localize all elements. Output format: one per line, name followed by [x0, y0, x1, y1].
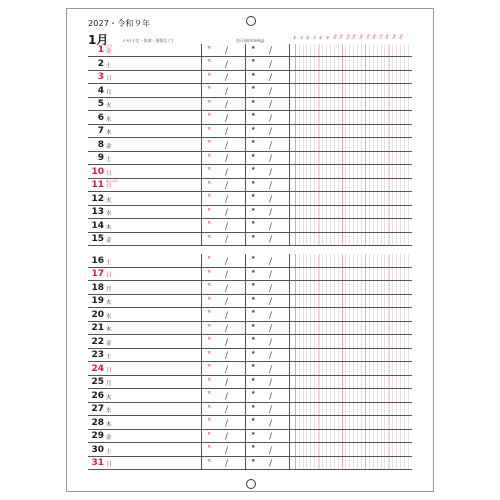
- day-row[interactable]: [88, 125, 412, 138]
- scale-tick-label: 60: [305, 35, 311, 40]
- weekday-label: 月: [106, 381, 112, 387]
- morning-mark: ×: [207, 403, 212, 410]
- bp-slash: /: [225, 378, 229, 388]
- day-row[interactable]: [88, 335, 412, 349]
- weekday-label: 木: [106, 224, 112, 231]
- bp-slash: /: [269, 283, 273, 294]
- day-row[interactable]: [88, 322, 412, 336]
- day-number: 5: [97, 99, 104, 110]
- day-row[interactable]: [88, 192, 412, 205]
- weekday-label: 木: [106, 327, 112, 333]
- year-label: 2027・令和９年: [88, 19, 151, 28]
- morning-mark: ×: [207, 179, 212, 186]
- bp-slash: /: [225, 283, 229, 294]
- bp-slash: /: [269, 459, 273, 469]
- day-number: 14: [91, 220, 104, 231]
- bp-slash: /: [225, 351, 229, 361]
- morning-mark: ×: [207, 309, 212, 315]
- bp-slash: /: [225, 235, 229, 246]
- bp-slash: /: [269, 113, 273, 124]
- day-row[interactable]: [88, 138, 412, 151]
- evening-mark: ★: [251, 295, 256, 302]
- bp-slash: /: [225, 100, 229, 111]
- day-row[interactable]: [88, 57, 412, 70]
- scale-tick-label: 200: [397, 33, 404, 40]
- bp-slash: /: [225, 208, 229, 219]
- bp-slash: /: [225, 256, 229, 267]
- bp-slash: /: [269, 208, 273, 219]
- bp-slash: /: [269, 167, 273, 178]
- evening-mark: ★: [251, 282, 256, 288]
- bp-slash: /: [269, 221, 273, 232]
- holiday-name: 成人の日: [106, 178, 119, 183]
- evening-mark: ★: [251, 71, 256, 78]
- weekday-label: 土: [106, 62, 112, 69]
- evening-mark: ★: [251, 152, 256, 159]
- bp-slash: /: [225, 405, 229, 415]
- punch-hole-bottom: [246, 479, 256, 489]
- weekday-label: 日: [106, 170, 112, 177]
- scale-tick-label: 110: [338, 33, 345, 40]
- day-number: 26: [91, 390, 104, 401]
- bp-slash: /: [225, 337, 229, 348]
- weekday-label: 金: [106, 49, 112, 56]
- evening-mark: ★: [251, 255, 256, 261]
- bp-slash: /: [269, 445, 273, 456]
- bp-slash: /: [269, 310, 273, 321]
- day-number: 29: [91, 431, 104, 441]
- bp-slash: /: [269, 405, 273, 415]
- evening-mark: ★: [251, 179, 256, 186]
- day-number: 12: [91, 193, 104, 204]
- day-number: 15: [91, 234, 104, 245]
- evening-mark: ★: [251, 430, 256, 437]
- bp-slash: /: [225, 297, 229, 307]
- bp-slash: /: [269, 418, 273, 429]
- weekday-label: 土: [106, 354, 112, 360]
- day-number: 1: [97, 45, 104, 56]
- bp-slash: /: [225, 167, 229, 178]
- day-number: 31: [91, 458, 104, 468]
- scale-tick-label: 160: [371, 33, 378, 40]
- memo-column-header: メモ(予定・体調・運動など): [122, 38, 174, 43]
- day-row[interactable]: [88, 268, 412, 282]
- scale-tick-label: 70: [312, 35, 318, 40]
- evening-mark: ★: [251, 268, 256, 275]
- day-row[interactable]: [88, 98, 412, 111]
- scale-tick-label: 130: [351, 33, 358, 40]
- bp-slash: /: [269, 181, 273, 192]
- bp-slash: /: [225, 391, 229, 402]
- morning-mark: ×: [207, 45, 212, 51]
- morning-mark: ×: [207, 430, 212, 437]
- weekday-label: 木: [106, 130, 112, 137]
- day-row[interactable]: [88, 165, 412, 178]
- bp-slash: /: [225, 181, 229, 192]
- day-row[interactable]: [88, 349, 412, 363]
- weekday-label: 日: [106, 367, 112, 374]
- bp-slash: /: [225, 270, 229, 280]
- day-number: 2: [97, 58, 104, 69]
- day-number: 16: [91, 255, 104, 266]
- day-row[interactable]: [88, 376, 412, 390]
- weekday-label: 日: [106, 273, 112, 279]
- weekday-label: 木: [106, 421, 112, 428]
- morning-mark: ×: [207, 166, 212, 173]
- holiday-name: 元日: [106, 44, 113, 48]
- day-row[interactable]: [88, 152, 412, 165]
- day-row[interactable]: [88, 254, 412, 268]
- day-number: 27: [91, 404, 104, 414]
- weekday-label: 土: [106, 259, 112, 266]
- morning-mark: ×: [207, 268, 212, 275]
- bp-slash: /: [225, 432, 229, 442]
- blood-pressure-column-header: 血圧値(mmHg): [236, 38, 265, 43]
- morning-mark: ×: [207, 58, 212, 65]
- morning-mark: ×: [207, 152, 212, 159]
- morning-mark: ×: [207, 85, 212, 92]
- morning-mark: ×: [207, 417, 212, 423]
- bp-slash: /: [225, 459, 229, 469]
- evening-mark: ★: [251, 444, 256, 450]
- day-row[interactable]: [88, 233, 412, 246]
- weekday-label: 火: [106, 197, 112, 204]
- day-number: 7: [97, 126, 104, 137]
- evening-mark: ★: [251, 193, 256, 200]
- evening-mark: ★: [251, 349, 256, 356]
- weekday-label: 月: [106, 286, 112, 293]
- evening-mark: ★: [251, 390, 256, 396]
- evening-mark: ★: [251, 403, 256, 410]
- bp-slash: /: [225, 310, 229, 321]
- morning-mark: ×: [207, 112, 212, 119]
- day-number: 18: [91, 282, 104, 293]
- scale-tick-label: 100: [331, 33, 338, 40]
- day-row[interactable]: [88, 219, 412, 232]
- bp-slash: /: [269, 364, 273, 375]
- weekday-label: 水: [106, 116, 112, 123]
- bp-slash: /: [269, 432, 273, 442]
- bp-slash: /: [225, 73, 229, 84]
- scale-tick-label: 170: [378, 33, 384, 40]
- day-row[interactable]: [88, 84, 412, 97]
- weekday-label: 金: [106, 340, 112, 347]
- morning-mark: ×: [207, 98, 212, 105]
- bp-slash: /: [225, 418, 229, 429]
- morning-mark: ×: [207, 193, 212, 200]
- morning-mark: ×: [207, 444, 212, 450]
- day-number: 21: [91, 323, 104, 333]
- day-number: 13: [91, 207, 104, 218]
- scale-tick-label: 180: [384, 33, 391, 40]
- evening-mark: ★: [251, 85, 256, 92]
- morning-mark: ×: [207, 282, 212, 288]
- bp-slash: /: [269, 324, 273, 334]
- day-number: 28: [91, 417, 104, 428]
- morning-mark: ×: [207, 206, 212, 213]
- bp-slash: /: [269, 391, 273, 402]
- day-row[interactable]: [88, 416, 412, 430]
- morning-mark: ×: [207, 295, 212, 302]
- morning-mark: ×: [207, 390, 212, 396]
- scale-tick-label: 80: [318, 35, 324, 40]
- weekday-label: 金: [106, 435, 112, 441]
- day-number: 6: [97, 112, 104, 123]
- bp-slash: /: [225, 113, 229, 124]
- bp-slash: /: [269, 351, 273, 361]
- day-number: 11: [91, 180, 104, 191]
- morning-mark: ×: [207, 125, 212, 132]
- first-half-table: [88, 44, 412, 246]
- bp-slash: /: [225, 154, 229, 165]
- weekday-label: 火: [106, 394, 112, 401]
- bp-slash: /: [225, 46, 229, 57]
- morning-mark: ×: [207, 336, 212, 342]
- morning-mark: ×: [207, 220, 212, 227]
- morning-mark: ×: [207, 322, 212, 329]
- day-row[interactable]: [88, 71, 412, 84]
- bp-slash: /: [269, 140, 273, 151]
- second-half-table: [88, 254, 412, 470]
- weekday-label: 金: [106, 143, 112, 150]
- day-row[interactable]: [88, 44, 412, 57]
- evening-mark: ★: [251, 206, 256, 213]
- bp-slash: /: [269, 235, 273, 246]
- day-number: 9: [97, 153, 104, 164]
- day-number: 4: [97, 85, 104, 96]
- weekday-label: 日: [106, 76, 112, 83]
- evening-mark: ★: [251, 322, 256, 329]
- evening-mark: ★: [251, 233, 256, 240]
- bp-slash: /: [269, 337, 273, 348]
- bp-slash: /: [225, 59, 229, 70]
- bp-slash: /: [225, 127, 229, 138]
- bp-slash: /: [269, 46, 273, 57]
- day-row[interactable]: [88, 281, 412, 295]
- bp-slash: /: [269, 297, 273, 307]
- evening-mark: ★: [251, 45, 256, 51]
- day-number: 25: [91, 377, 104, 387]
- bp-slash: /: [269, 154, 273, 165]
- evening-mark: ★: [251, 166, 256, 173]
- evening-mark: ★: [251, 336, 256, 342]
- day-row[interactable]: [88, 206, 412, 219]
- day-number: 10: [91, 166, 104, 177]
- bp-slash: /: [269, 86, 273, 97]
- bp-slash: /: [225, 194, 229, 205]
- day-number: 30: [91, 444, 104, 455]
- bp-slash: /: [225, 445, 229, 456]
- weekday-label: 金: [106, 238, 112, 245]
- weekday-label: 日: [106, 462, 112, 468]
- scale-tick-label: 90: [325, 35, 331, 40]
- scale-tick-label: 50: [298, 35, 304, 40]
- weekday-label: 月: [106, 89, 112, 96]
- weekday-label: 土: [106, 157, 112, 164]
- weekday-label: 土: [106, 448, 112, 455]
- day-row[interactable]: [88, 389, 412, 403]
- morning-mark: ×: [207, 233, 212, 240]
- bp-slash: /: [269, 127, 273, 138]
- weekday-label: 水: [106, 408, 112, 414]
- morning-mark: ×: [207, 139, 212, 146]
- weekday-label: 月: [106, 184, 112, 191]
- bp-slash: /: [225, 140, 229, 151]
- evening-mark: ★: [251, 376, 256, 383]
- evening-mark: ★: [251, 139, 256, 146]
- bp-slash: /: [269, 194, 273, 205]
- day-row[interactable]: [88, 430, 412, 444]
- morning-mark: ×: [207, 255, 212, 261]
- day-row[interactable]: [88, 295, 412, 309]
- bp-slash: /: [269, 270, 273, 280]
- bp-slash: /: [269, 378, 273, 388]
- day-number: 19: [91, 296, 104, 306]
- bp-slash: /: [269, 100, 273, 111]
- morning-mark: ×: [207, 71, 212, 78]
- bp-slash: /: [225, 221, 229, 232]
- scale-tick-label: 140: [358, 33, 364, 40]
- scale-tick-label: 40: [292, 35, 298, 40]
- day-row[interactable]: [88, 362, 412, 376]
- day-row[interactable]: [88, 443, 412, 457]
- bp-slash: /: [269, 256, 273, 267]
- morning-mark: ×: [207, 363, 212, 369]
- evening-mark: ★: [251, 98, 256, 105]
- punch-hole-top: [246, 16, 256, 26]
- evening-mark: ★: [251, 309, 256, 315]
- scale-tick-label: 150: [364, 33, 371, 40]
- day-number: 8: [97, 139, 104, 150]
- day-row[interactable]: [88, 403, 412, 417]
- bp-slash: /: [269, 73, 273, 84]
- evening-mark: ★: [251, 417, 256, 423]
- day-number: 20: [91, 309, 104, 320]
- morning-mark: ×: [207, 376, 212, 383]
- day-number: 17: [91, 269, 104, 279]
- weekday-label: 水: [106, 313, 112, 320]
- day-number: 23: [91, 350, 104, 360]
- weekday-label: 火: [106, 300, 112, 306]
- scale-tick-label: 190: [391, 33, 397, 40]
- weekday-label: 火: [106, 103, 112, 110]
- evening-mark: ★: [251, 457, 256, 464]
- evening-mark: ★: [251, 363, 256, 369]
- evening-mark: ★: [251, 58, 256, 65]
- weekday-label: 水: [106, 211, 112, 218]
- day-row[interactable]: [88, 179, 412, 192]
- bp-slash: /: [225, 86, 229, 97]
- evening-mark: ★: [251, 125, 256, 132]
- day-row[interactable]: [88, 457, 412, 471]
- bp-slash: /: [225, 364, 229, 375]
- day-number: 3: [97, 72, 104, 83]
- bp-slash: /: [225, 324, 229, 334]
- morning-mark: ×: [207, 349, 212, 356]
- day-row[interactable]: [88, 308, 412, 322]
- evening-mark: ★: [251, 112, 256, 119]
- bp-slash: /: [269, 59, 273, 70]
- day-number: 24: [91, 363, 104, 374]
- scale-tick-label: 120: [345, 33, 351, 40]
- day-row[interactable]: [88, 111, 412, 124]
- evening-mark: ★: [251, 220, 256, 227]
- month-title: 1月: [88, 33, 109, 47]
- morning-mark: ×: [207, 457, 212, 464]
- day-number: 22: [91, 336, 104, 347]
